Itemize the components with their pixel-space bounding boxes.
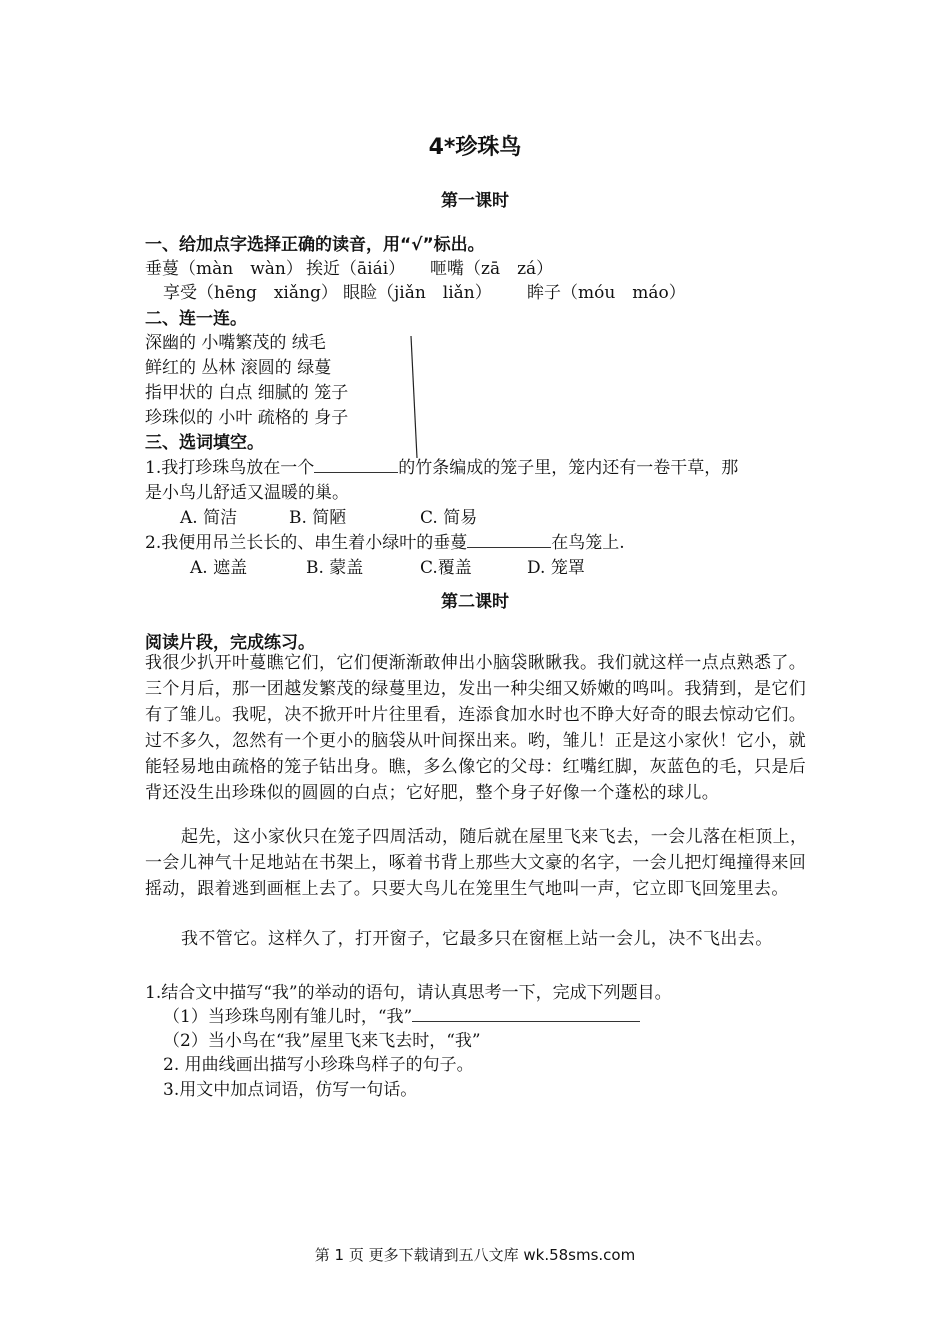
question-text: 在鸟笼上. (551, 533, 625, 553)
option-item[interactable]: D. 笼罩 (527, 558, 585, 578)
question-2: 2. 用曲线画出描写小珍珠鸟样子的句子。 (163, 1055, 474, 1075)
pinyin-item: 享受（hēng xiǎng） (163, 283, 338, 303)
pinyin-item: 咂嘴（zā zá） (430, 259, 554, 279)
page-title: 4*珍珠鸟 (428, 135, 522, 160)
matching-row: 指甲状的 白点 细腻的 笼子 (145, 383, 349, 403)
section2-heading: 二、连一连。 (145, 309, 247, 329)
question-text: 2.我便用吊兰长长的、串生着小绿叶的垂蔓 (145, 533, 468, 553)
option-item[interactable]: B. 蒙盖 (306, 558, 364, 578)
answer-blank[interactable] (412, 1021, 640, 1022)
option-item[interactable]: A. 简洁 (180, 508, 238, 528)
section1-heading: 一、给加点字选择正确的读音，用“√”标出。 (145, 235, 485, 255)
question-1: 1.结合文中描写“我”的举动的语句，请认真思考一下，完成下列题目。 (145, 983, 672, 1003)
question-text: 的竹条编成的笼子里，笼内还有一卷干草，那 (398, 458, 739, 478)
matching-row: 深幽的 小嘴繁茂的 绒毛 (145, 333, 326, 353)
fill-question-2 (145, 528, 625, 553)
question-text: （1）当珍珠鸟刚有雏儿时，“我” (163, 1007, 413, 1027)
matching-row: 珍珠似的 小叶 疏格的 身子 (145, 408, 349, 428)
section3-heading: 三、选词填空。 (145, 433, 264, 453)
reading-heading: 阅读片段，完成练习。 (145, 633, 315, 653)
option-item[interactable]: A. 遮盖 (190, 558, 248, 578)
question-text: 1.我打珍珠鸟放在一个 (145, 458, 315, 478)
pinyin-item: 眸子（móu máo） (527, 283, 686, 303)
matching-row: 鲜红的 丛林 滚圆的 绿蔓 (145, 358, 332, 378)
answer-blank[interactable] (314, 472, 398, 473)
question-3: 3.用文中加点词语，仿写一句话。 (163, 1080, 418, 1100)
page-footer: 第 1 页 更多下载请到五八文库 wk.58sms.com (314, 1246, 636, 1264)
option-item[interactable]: B. 简陋 (289, 508, 347, 528)
pinyin-item: 垂蔓（màn wàn） (145, 259, 303, 279)
lesson-one-title: 第一课时 (441, 191, 509, 211)
reading-paragraph: 我很少扒开叶蔓瞧它们，它们便渐渐敢伸出小脑袋瞅瞅我。我们就这样一点点熟悉了。 三个月后，那一团越发繁茂的绿蔓里边，发出一种尖细又娇嫩的鸣叫。我猜到，是它们有了雏儿。我呢，决不掀开叶片往里看，连添食加水时也不睁大好奇的眼去惊动它们。过不多久，忽然有一个更小的脑袋从叶间探出来。哟，雏儿！正是这小家伙！它小，就能轻易地由疏格的笼子钻出身。瞧，多么像它的父母：红嘴红脚，灰蓝色的毛，只是后背还没生出珍珠似的圆圆的白点；它好肥，整个身子好像一个蓬松的球儿。 (145, 653, 807, 803)
pinyin-item: 眼睑（jiǎn liǎn） (343, 283, 492, 303)
reading-paragraph: 我不管它。这样久了，打开窗子，它最多只在窗框上站一会儿，决不飞出去。 (181, 929, 773, 949)
question-1-2: （2）当小鸟在“我”屋里飞来飞去时，“我” (163, 1031, 481, 1051)
lesson-two-title: 第二课时 (441, 592, 509, 612)
fill-question-1 (145, 453, 738, 478)
pinyin-item: 挨近（āiái） (306, 259, 406, 279)
question-1-1 (163, 1002, 640, 1027)
reading-paragraph: 起先，这小家伙只在笼子四周活动，随后就在屋里飞来飞去，一会儿落在柜顶上，一会儿神气十足地站在书架上，啄着书背上那些大文豪的名字，一会儿把灯绳撞得来回摇动，跟着逃到画框上去了。只要大鸟儿在笼里生气地叫一声，它立即飞回笼里去。 (145, 827, 808, 899)
matching-line (400, 332, 424, 462)
option-item[interactable]: C. 简易 (420, 508, 478, 528)
answer-blank[interactable] (467, 547, 551, 548)
option-item[interactable]: C.覆盖 (420, 558, 472, 578)
question-text: 是小鸟儿舒适又温暖的巢。 (145, 483, 349, 503)
